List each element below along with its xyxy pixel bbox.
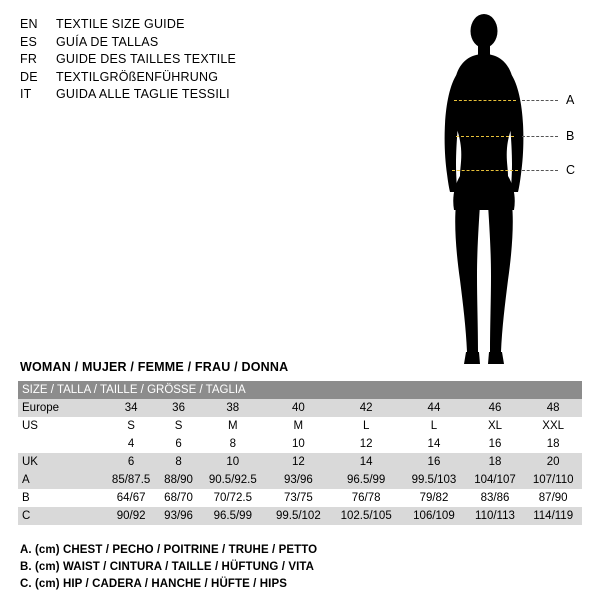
table-cell: 18	[488, 456, 502, 468]
hip-measure-line	[452, 170, 518, 171]
table-cell: 6	[127, 456, 135, 468]
table-cell: 99.5/103	[411, 474, 457, 486]
table-cell: 14	[359, 456, 373, 468]
language-title: TEXTILE SIZE GUIDE	[56, 17, 185, 31]
table-cell: 12	[291, 456, 305, 468]
table-row	[18, 399, 582, 417]
table-row	[18, 435, 582, 453]
marker-label-b: B	[566, 129, 575, 143]
table-cell: 102.5/105	[340, 510, 392, 522]
language-title: TEXTILGRÖßENFÜHRUNG	[56, 69, 219, 84]
table-row	[18, 471, 582, 489]
silhouette-icon	[430, 8, 590, 376]
table-cell: 20	[546, 456, 560, 468]
table-cell: 90.5/92.5	[208, 474, 257, 486]
row-label: A	[22, 474, 30, 486]
table-cell: 93/96	[164, 510, 193, 522]
waist-leader-line	[522, 136, 558, 137]
table-cell: 93/96	[283, 474, 313, 486]
table-cell: 44	[427, 402, 441, 414]
table-cell: 79/82	[419, 492, 449, 504]
table-cell: 48	[546, 402, 560, 414]
table-cell: 104/107	[474, 474, 516, 486]
row-label: B	[22, 492, 30, 504]
table-cell: 83/86	[480, 492, 510, 504]
table-cell: 107/110	[532, 474, 574, 486]
table-cell: 70/72.5	[213, 492, 252, 504]
language-code: EN	[20, 17, 38, 31]
female-silhouette-figure	[430, 8, 590, 376]
table-cell: 8	[229, 438, 236, 450]
language-row-it	[20, 87, 300, 105]
language-code: ES	[20, 34, 38, 49]
legend-item-chest: A. (cm) CHEST / PECHO / POITRINE / TRUHE / PETTO	[20, 544, 318, 556]
table-row	[18, 453, 582, 471]
table-cell: 16	[488, 438, 502, 450]
size-table	[18, 381, 582, 525]
language-code: FR	[20, 52, 38, 66]
chest-measure-line	[454, 100, 516, 101]
language-title: GUÍA DE TALLAS	[56, 34, 159, 49]
table-cell: 110/113	[475, 510, 515, 522]
table-cell: 85/87.5	[111, 474, 151, 486]
table-cell: 12	[359, 438, 373, 450]
table-cell: 16	[427, 456, 441, 468]
table-cell: 36	[172, 402, 185, 414]
table-cell: 10	[291, 438, 305, 450]
table-cell: S	[174, 420, 183, 432]
language-title: GUIDA ALLE TAGLIE TESSILI	[56, 87, 230, 101]
table-cell: 99.5/102	[275, 510, 321, 522]
table-cell: 18	[546, 438, 560, 450]
table-cell: 114/119	[533, 510, 574, 522]
table-cell: L	[430, 420, 438, 432]
marker-label-a: A	[566, 93, 575, 107]
table-cell: 6	[175, 438, 182, 450]
table-cell: 96.5/99	[213, 510, 252, 522]
table-cell: 90/92	[116, 510, 146, 522]
table-cell: 10	[226, 456, 240, 468]
table-cell: L	[362, 420, 370, 432]
table-cell: 4	[127, 438, 135, 450]
table-cell: 42	[359, 402, 373, 414]
language-code: IT	[20, 87, 32, 101]
table-cell: S	[127, 420, 135, 432]
language-list	[20, 17, 300, 105]
row-label: C	[22, 510, 31, 522]
row-label	[18, 435, 104, 453]
row-label: Europe	[22, 402, 60, 414]
table-cell: 73/75	[283, 492, 313, 504]
table-row	[18, 417, 582, 435]
table-cell: 40	[291, 402, 305, 414]
legend-item-hip: C. (cm) HIP / CADERA / HANCHE / HÜFTE / HIPS	[20, 578, 288, 590]
waist-measure-line	[456, 136, 514, 137]
table-cell: 14	[427, 438, 441, 450]
row-label: UK	[22, 456, 38, 468]
language-row-de	[20, 70, 300, 88]
table-cell: 88/90	[164, 474, 193, 486]
table-cell: 8	[175, 456, 182, 468]
language-row-fr	[20, 52, 300, 70]
table-cell: 76/78	[351, 492, 381, 504]
table-cell: 68/70	[164, 492, 193, 504]
language-row-en	[20, 17, 300, 35]
table-cell: XL	[487, 420, 503, 432]
section-title: WOMAN / MUJER / FEMME / FRAU / DONNA	[20, 360, 289, 374]
hip-leader-line	[522, 170, 558, 171]
table-cell: 34	[124, 402, 138, 414]
legend-item-waist: B. (cm) WAIST / CINTURA / TAILLE / HÜFTUNG / VITA	[20, 561, 315, 573]
chest-leader-line	[522, 100, 558, 101]
table-cell: 38	[226, 402, 240, 414]
language-title: GUIDE DES TAILLES TEXTILE	[56, 52, 237, 66]
marker-label-c: C	[566, 163, 576, 177]
table-cell: 87/90	[538, 492, 568, 504]
measurement-legend	[20, 542, 580, 593]
table-header-row	[18, 381, 582, 399]
table-row	[18, 507, 582, 525]
language-code: DE	[20, 69, 38, 84]
table-cell: 106/109	[413, 510, 455, 522]
table-cell: 64/67	[116, 492, 146, 504]
table-cell: 46	[488, 402, 502, 414]
language-row-es	[20, 35, 300, 53]
table-cell: 96.5/99	[346, 474, 386, 486]
table-cell: M	[228, 420, 238, 432]
table-row	[18, 489, 582, 507]
table-cell: XXL	[542, 420, 565, 432]
table-cell: M	[293, 420, 304, 432]
table-header-label: SIZE / TALLA / TAILLE / GRÖSSE / TAGLIA	[22, 384, 246, 396]
row-label: US	[22, 420, 38, 432]
